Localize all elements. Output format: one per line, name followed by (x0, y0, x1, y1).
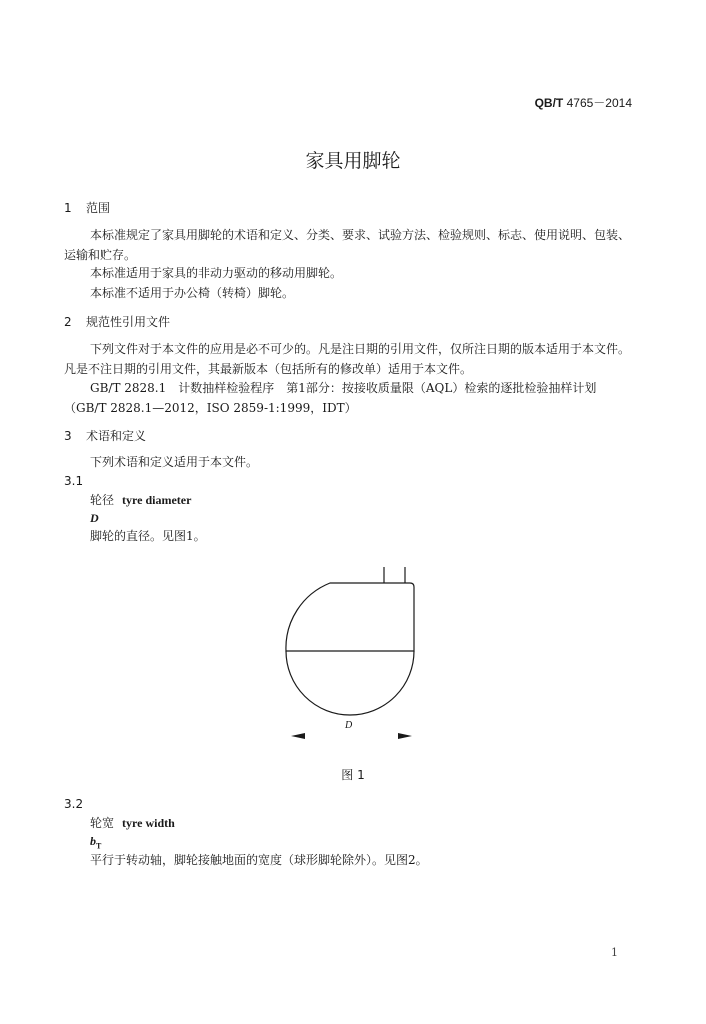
term-3-2-name (90, 814, 175, 831)
section-1-paragraph-1: 本标准规定了家具用脚轮的术语和定义、分类、要求、试验方法、检验规则、标志、使用说明、包装、运输和贮存。 (64, 228, 631, 262)
figure-1-caption: 图 1 (341, 768, 365, 782)
section-2-reference: GB/T 2828.1 计数抽样检验程序 第1部分：按接收质量限（AQL）检索的逐批检验抽样计划（GB/T 2828.1—2012，ISO 2859-1:1999，IDT） (64, 381, 597, 415)
arrow-right-icon (398, 733, 412, 739)
section-1-paragraph-3: 本标准不适用于办公椅（转椅）脚轮。 (90, 286, 295, 300)
page-number: 1 (611, 946, 618, 959)
document-title: 家具用脚轮 (305, 150, 401, 172)
term-3-1-chinese: 轮径 (90, 493, 115, 507)
standard-number: 4765－2014 (563, 96, 632, 110)
arrow-left-icon (291, 733, 305, 739)
dimension-label-d: D (345, 720, 353, 731)
section-1-paragraph-2: 本标准适用于家具的非动力驱动的移动用脚轮。 (90, 266, 343, 280)
section-1-number: 1 (64, 201, 72, 215)
term-3-2-english: tyre width (122, 816, 175, 830)
term-3-1-english: tyre diameter (122, 493, 192, 507)
section-3-paragraph-1: 下列术语和定义适用于本文件。 (90, 455, 259, 469)
term-3-1-symbol: D (90, 511, 99, 525)
term-3-2-symbol-sub: T (96, 841, 102, 851)
section-1-title: 范围 (86, 201, 111, 215)
standard-prefix: QB/T (534, 96, 564, 110)
term-3-2-definition: 平行于转动轴，脚轮接触地面的宽度（球形脚轮除外）。见图2。 (90, 853, 428, 867)
dimension-arrows (291, 733, 412, 739)
term-3-2-chinese: 轮宽 (90, 816, 115, 830)
section-3-title: 术语和定义 (86, 429, 147, 443)
term-3-1-number: 3.1 (64, 474, 84, 488)
section-2-number: 2 (64, 315, 72, 329)
term-3-2-symbol (90, 834, 101, 850)
term-3-2-number: 3.2 (64, 797, 84, 811)
section-2-paragraph-1: 下列文件对于本文件的应用是必不可少的。凡是注日期的引用文件，仅所注日期的版本适用于本文件。凡是不注日期的引用文件，其最新版本（包括所有的修改单）适用于本文件。 (64, 342, 631, 376)
caster-housing (286, 583, 414, 651)
wheel-arc (286, 651, 414, 715)
term-3-1-definition: 脚轮的直径。见图1。 (90, 529, 206, 543)
section-2-title: 规范性引用文件 (86, 315, 171, 329)
section-3-number: 3 (64, 429, 72, 443)
term-3-2-symbol-main: b (90, 834, 96, 848)
